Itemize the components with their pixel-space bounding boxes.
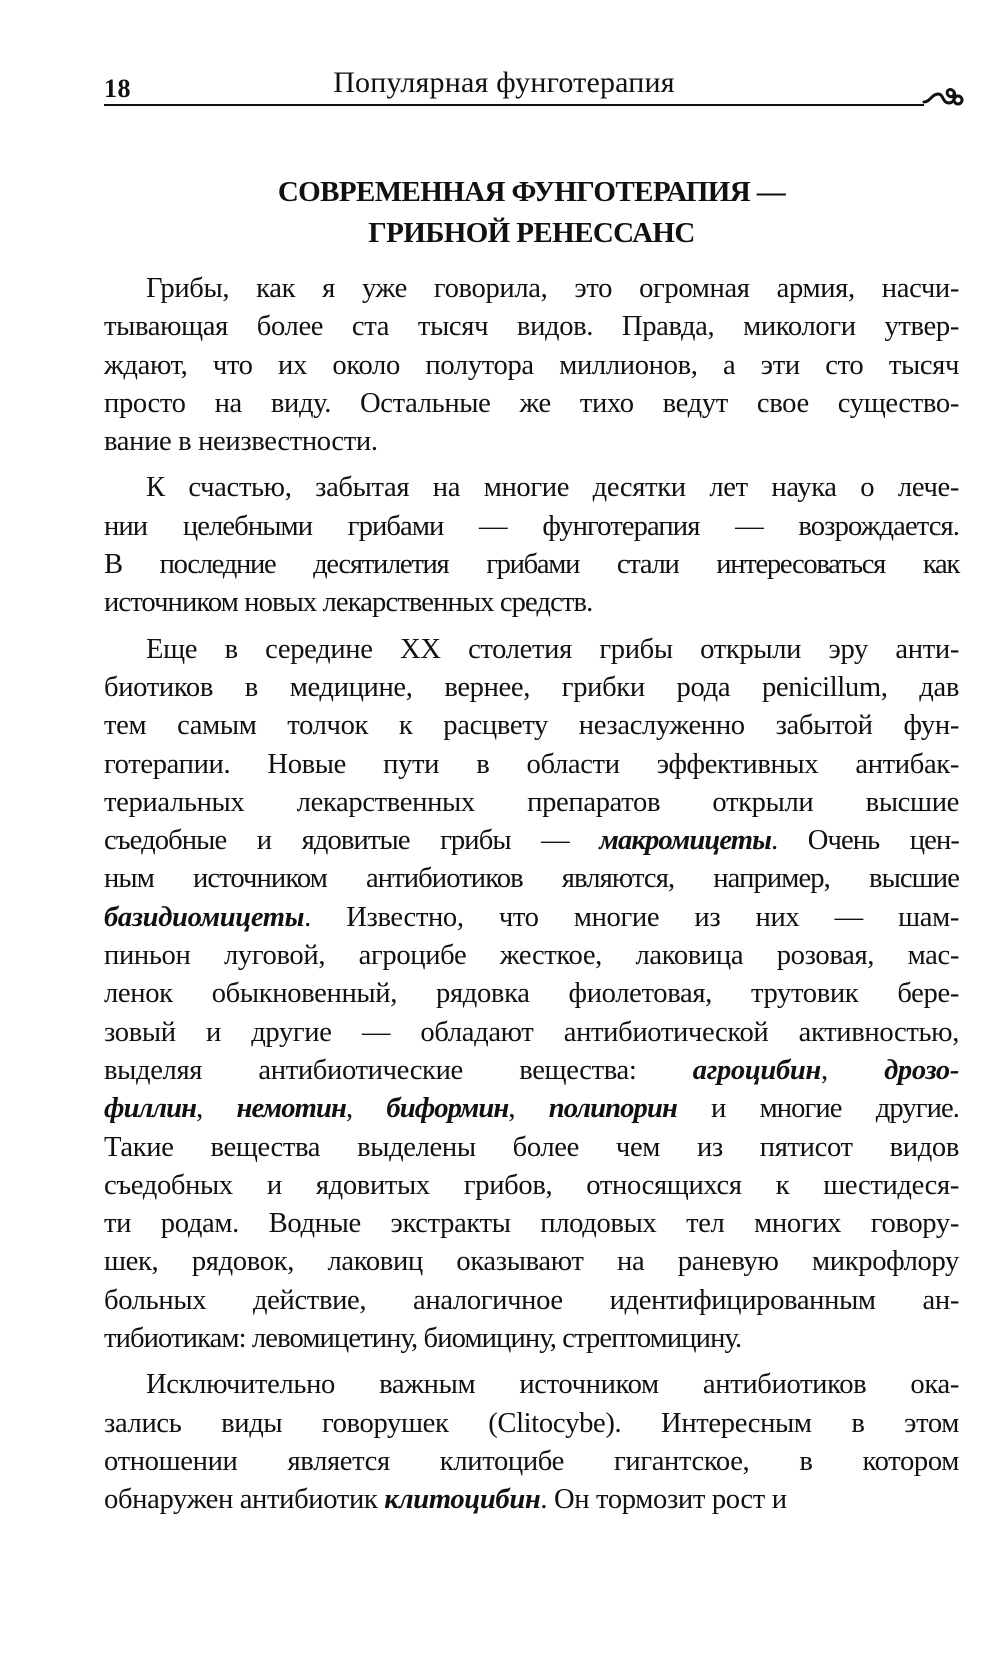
text-line [104, 899, 959, 937]
text-line [104, 1167, 959, 1205]
text-segment: вание в неизвестности. [104, 426, 378, 458]
paragraph [104, 1366, 959, 1519]
text-line [104, 1205, 959, 1243]
text-segment: ти родам. Водные экстракты плодовых тел многих говору- [104, 1208, 959, 1240]
text-segment: Грибы, как я уже говорила, это огромная армия, насчи- [146, 273, 959, 304]
text-line [104, 469, 959, 507]
paragraph [104, 469, 959, 622]
text-line [104, 784, 959, 822]
text-segment: . Он тормозит рост и [540, 1484, 787, 1516]
text-segment: отношении является клитоцибе гигантское, в котором [104, 1445, 959, 1477]
text-line [104, 1405, 959, 1443]
text-line [104, 270, 959, 308]
text-line [104, 584, 959, 622]
text-segment: , [508, 1093, 549, 1125]
text-segment: источником новых лекарственных средств. [104, 587, 593, 619]
chapter-title [104, 172, 959, 254]
paragraph [104, 270, 959, 461]
text-segment: выделяя антибиотические вещества: [104, 1054, 693, 1086]
text-line [104, 385, 959, 423]
text-segment: больных действие, аналогичное идентифицированным ан- [104, 1284, 959, 1316]
text-segment: съедобных и ядовитых грибов, относящихся к шестидеся- [104, 1169, 959, 1201]
text-line [104, 822, 959, 860]
text-segment: зовый и другие — обладают антибиотической активностью, [104, 1016, 959, 1048]
text-segment: просто на виду. Остальные же тихо ведут свое существо- [104, 387, 959, 419]
text-segment: шек, рядовок, лаковиц оказывают на раневую микрофлору [104, 1246, 959, 1278]
text-segment: ным источником антибиотиков являются, например, высшие [104, 863, 959, 895]
text-line [104, 508, 959, 546]
text-line [104, 1014, 959, 1052]
text-segment: В последние десятилетия грибами стали интересоваться как [104, 549, 959, 581]
text-segment: . Очень цен- [771, 825, 959, 857]
text-segment: . Известно, что многие из них — шам- [304, 901, 959, 933]
chapter-title-line: ГРИБНОЙ РЕНЕССАНС [368, 217, 695, 249]
italic-term: филлин [104, 1093, 197, 1125]
text-line [104, 1090, 959, 1128]
text-segment: биотиков в медицине, вернее, грибки рода penicillum, дав [104, 671, 959, 703]
text-segment: , [820, 1054, 885, 1086]
running-header [104, 64, 959, 106]
text-segment: тибиотикам: левомицетину, биомицину, стрептомицину. [104, 1323, 742, 1355]
text-line [104, 669, 959, 707]
text-segment: тывающая более ста тысяч видов. Правда, микологи утвер- [104, 311, 959, 343]
italic-term: клитоцибин [384, 1484, 541, 1516]
text-line [104, 1243, 959, 1281]
text-segment: съедобные и ядовитые грибы — [104, 825, 600, 857]
italic-term: базидиомицеты [104, 901, 305, 933]
body-text [104, 270, 959, 1528]
text-segment: пиньон луговой, агроцибе жесткое, лаковица розовая, мас- [104, 940, 959, 972]
text-segment: териальных лекарственных препаратов открыли высшие [104, 786, 959, 818]
text-segment: Такие вещества выделены более чем из пятисот видов [104, 1131, 959, 1163]
text-line [104, 707, 959, 745]
text-segment: обнаружен антибиотик [104, 1484, 385, 1516]
header-rule [104, 104, 924, 106]
text-line [104, 746, 959, 784]
italic-term: биформин [386, 1093, 509, 1125]
text-segment: ждают, что их около полутора миллионов, а эти сто тысяч [104, 349, 959, 381]
text-segment: ленок обыкновенный, рядовка фиолетовая, трутовик бере- [104, 978, 959, 1010]
text-line [104, 1129, 959, 1167]
italic-term: макромицеты [599, 825, 772, 857]
text-line [104, 1481, 959, 1519]
text-line [104, 975, 959, 1013]
text-line [104, 423, 959, 461]
text-segment: и многие другие. [676, 1093, 960, 1125]
text-line [104, 1320, 959, 1358]
text-line [104, 1282, 959, 1320]
text-line [104, 860, 959, 898]
text-segment: нии целебными грибами — фунготерапия — возрождается. [104, 510, 959, 542]
page-number: 18 [104, 74, 131, 103]
paragraph [104, 631, 959, 1359]
chapter-title-line: СОВРЕМЕННАЯ ФУНГОТЕРАПИЯ — [277, 176, 786, 208]
italic-term: полипорин [548, 1093, 677, 1125]
italic-term: дрозо- [884, 1054, 959, 1086]
italic-term: агроцибин [692, 1054, 821, 1086]
text-segment: тем самым толчок к расцвету незаслуженно забытой фун- [104, 710, 959, 742]
italic-term: немотин [236, 1093, 346, 1125]
text-line [104, 308, 959, 346]
text-line [104, 937, 959, 975]
text-segment: Еще в середине XX столетия грибы открыли эру анти- [146, 633, 959, 665]
text-segment: зались виды говорушек (Clitocybe). Интересным в этом [104, 1407, 959, 1439]
text-line [104, 631, 959, 669]
text-line [104, 1443, 959, 1481]
ornament-icon [922, 82, 964, 108]
text-line [104, 1366, 959, 1404]
running-title: Популярная фунготерапия [333, 66, 675, 99]
text-line [104, 347, 959, 385]
text-segment: , [345, 1093, 387, 1125]
text-segment: К счастью, забытая на многие десятки лет наука о лече- [146, 472, 959, 504]
text-line [104, 1052, 959, 1090]
text-segment: , [196, 1093, 237, 1125]
text-line [104, 546, 959, 584]
text-segment: Исключительно важным источником антибиотиков ока- [146, 1369, 959, 1401]
text-segment: готерапии. Новые пути в области эффективных антибак- [104, 748, 959, 780]
